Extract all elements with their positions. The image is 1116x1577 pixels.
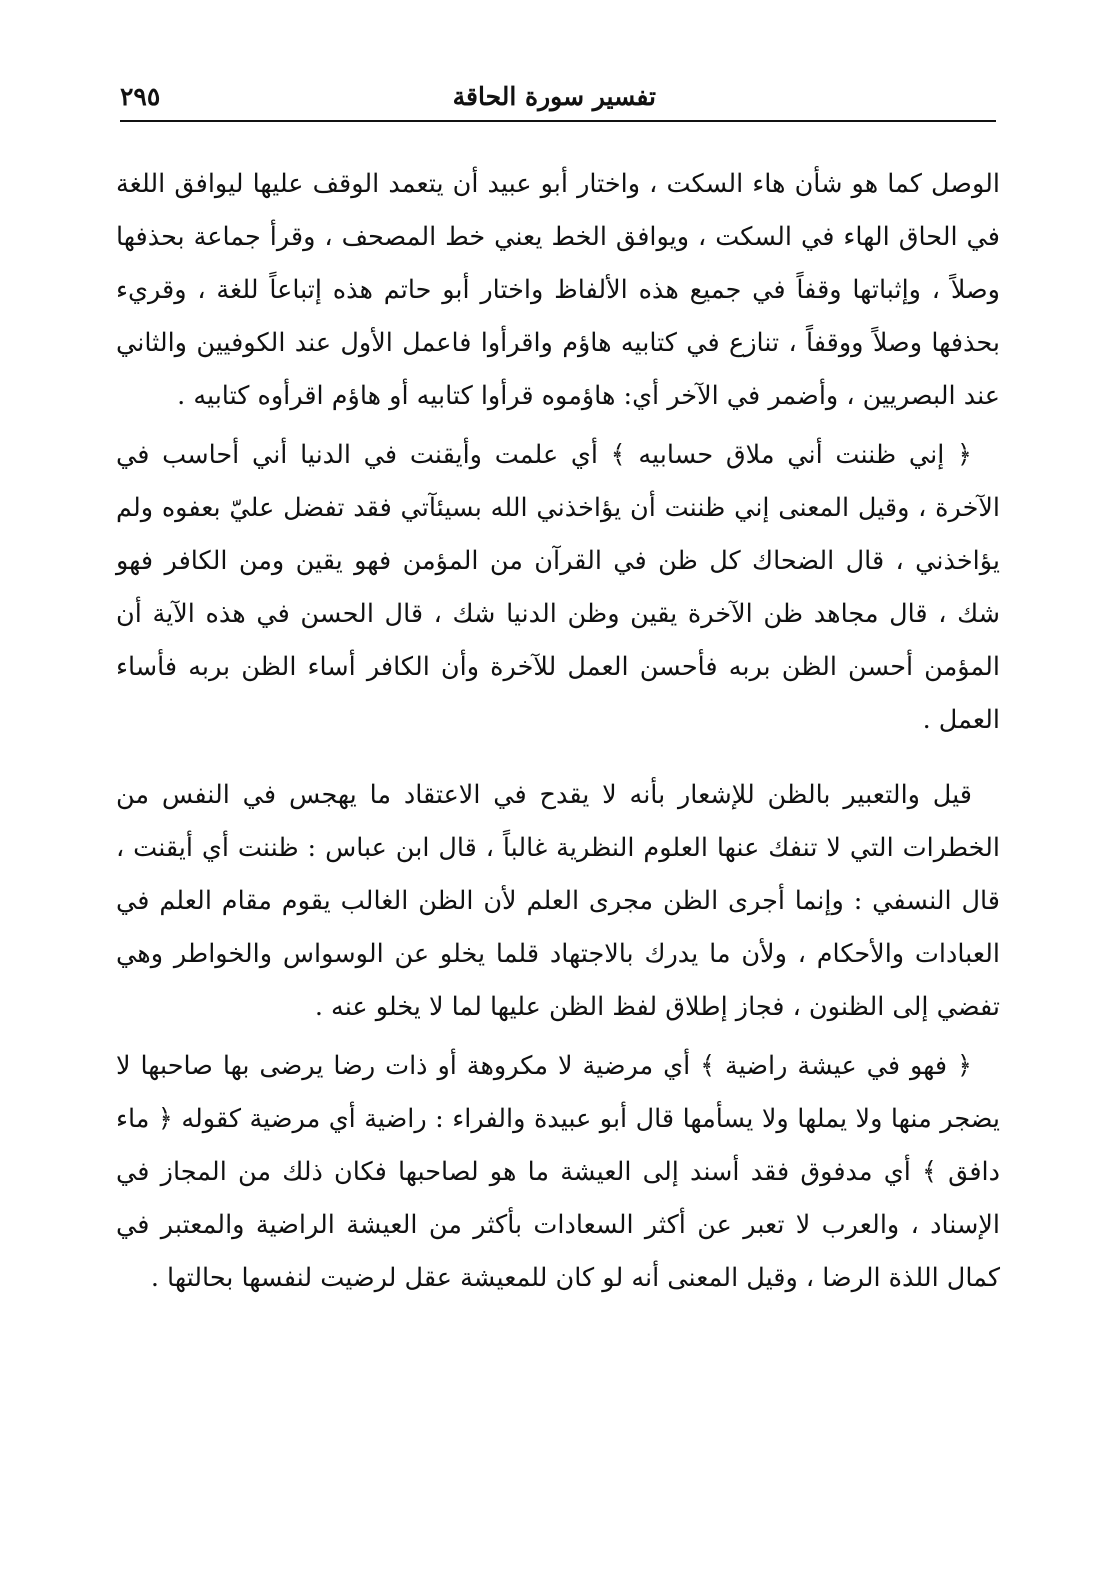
header-rule xyxy=(120,120,996,122)
page-header xyxy=(120,78,996,118)
paragraph-2: ﴿ إني ظننت أني ملاق حسابيه ﴾ أي علمت وأيقنت في الدنيا أني أحاسب في الآخرة ، وقيل المعنى إني ظننت أن يؤاخذني الله بسيئآتي فقد تفضل عليّ بعفوه ولم يؤاخذني ، قال الضحاك كل ظن في القرآن من المؤمن فهو يقين ومن الكافر فهو شك ، قال مجاهد ظن الآخرة يقين وظن الدنيا شك ، قال الحسن في هذه الآية أن المؤمن أحسن الظن بربه فأحسن العمل للآخرة وأن الكافر أساء الظن بربه فأساء العمل . xyxy=(116,440,1000,735)
running-title: تفسير سورة الحاقة xyxy=(452,82,656,111)
paragraph-1: الوصل كما هو شأن هاء السكت ، واختار أبو عبيد أن يتعمد الوقف عليها ليوافق اللغة في الحاق الهاء في السكت ، ويوافق الخط يعني خط المصحف ، وقرأ جماعة بحذفها وصلاً ، وإثباتها وقفاً في جميع هذه الألفاظ واختار أبو حاتم هذه إتباعاً للغة ، وقريء بحذفها وصلاً ووقفاً ، تنازع في كتابيه هاؤم واقرأوا فاعمل الأول عند الكوفيين والثاني عند البصريين ، وأضمر في الآخر أي: هاؤموه قرأوا كتابيه أو هاؤم اقرأوه كتابيه . xyxy=(116,169,1000,411)
page-body xyxy=(116,158,1000,1305)
paragraph-3: قيل والتعبير بالظن للإشعار بأنه لا يقدح في الاعتقاد ما يهجس في النفس من الخطرات التي لا تنفك عنها العلوم النظرية غالباً ، قال ابن عباس : ظننت أي أيقنت ، قال النسفي : وإنما أجرى الظن مجرى العلم لأن الظن الغالب يقوم مقام العلم في العبادات والأحكام ، ولأن ما يدرك بالاجتهاد قلما يخلو عن الوسواس والخواطر وهي تفضي إلى الظنون ، فجاز إطلاق لفظ الظن عليها لما لا يخلو عنه . xyxy=(116,780,1000,1022)
page-number: ٢٩٥ xyxy=(120,82,161,111)
paragraph-4: ﴿ فهو في عيشة راضية ﴾ أي مرضية لا مكروهة أو ذات رضا يرضى بها صاحبها لا يضجر منها ولا يملها ولا يسأمها قال أبو عبيدة والفراء : راضية أي مرضية كقوله ﴿ ماء دافق ﴾ أي مدفوق فقد أسند إلى العيشة ما هو لصاحبها فكان ذلك من المجاز في الإسناد ، والعرب لا تعبر عن أكثر السعادات بأكثر من العيشة الراضية والمعتبر في كمال اللذة الرضا ، وقيل المعنى أنه لو كان للمعيشة عقل لرضيت لنفسها بحالتها . xyxy=(116,1051,1000,1293)
